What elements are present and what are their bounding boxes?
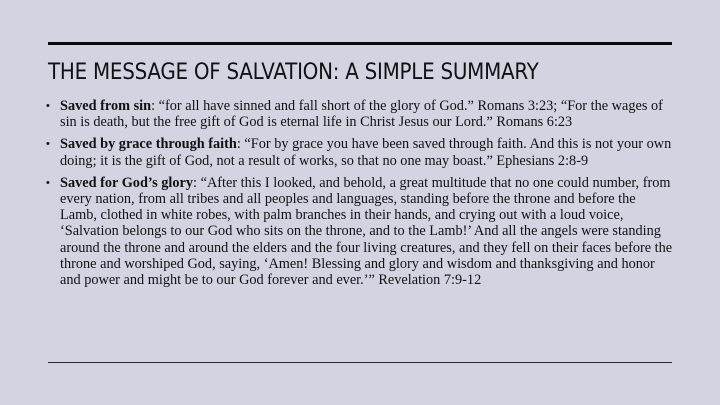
bullet-item-saved-by-grace [46, 136, 674, 168]
bullet-item-saved-for-glory [46, 175, 674, 288]
bullet-text: : “for all have sinned and fall short of the glory of God.” Romans 3:23; “For the wages of sin is death, but the free gift of God is eternal life in Christ Jesus our Lord.” Romans 6:23 [60, 98, 663, 131]
bullet-heading: Saved from sin [60, 98, 152, 114]
bullet-text: : “For by grace you have been saved through faith. And this is not your own doing; it is the gift of God, not a result of works, so that no one may boast.” Ephesians 2:8-9 [60, 136, 672, 169]
bullet-list [46, 98, 674, 294]
bullet-dot-icon: • [46, 176, 50, 189]
top-divider [48, 42, 672, 45]
bullet-heading: Saved by grace through faith [60, 136, 237, 153]
slide-title: THE MESSAGE OF SALVATION: A SIMPLE SUMMARY [48, 59, 539, 85]
bullet-dot-icon: • [46, 100, 50, 112]
bullet-heading: Saved for God’s glory [60, 174, 194, 191]
bullet-text: : “After this I looked, and behold, a great multitude that no one could number, from every nation, from all tribes and all peoples and languages, standing before the throne and before the Lamb, clothed in white robes, with palm branches in their hands, and crying out with a loud voice, ‘Salvation belongs to our God who sits on the throne, and to the Lamb!’ And all the angels were standing around the throne and around the elders and the four living creatures, and they fell on their faces before the throne and worshiped God, saying, ‘Amen! Blessing and glory and wisdom and thanksgiving and honor and power and might be to our God forever and ever.’” Revelation 7:9-12 [60, 174, 673, 289]
bullet-item-saved-from-sin [46, 98, 674, 130]
bottom-divider [48, 362, 672, 363]
bullet-dot-icon: • [46, 138, 50, 151]
